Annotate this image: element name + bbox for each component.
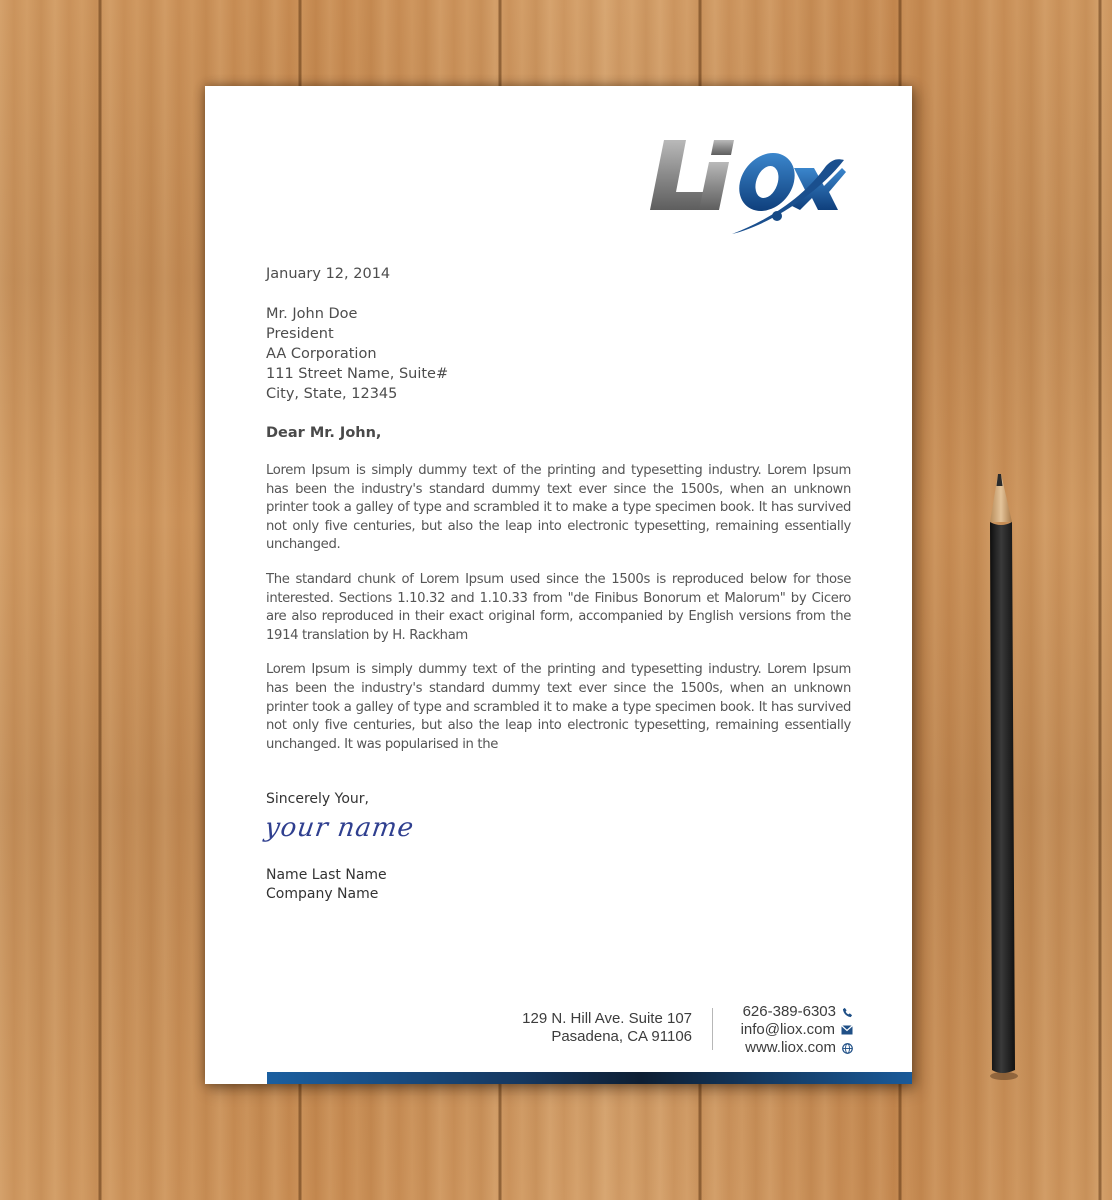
footer-address [495,1010,692,1046]
recipient-name: Mr. John Doe [266,306,358,322]
footer-accent-bar [267,1072,912,1084]
letter-date: January 12, 2014 [266,266,391,282]
footer-email-row [715,1021,853,1039]
signer-name: Name Last Name [266,867,387,883]
liox-logo [646,130,846,238]
closing-line: Sincerely Your, [266,791,369,807]
letter-body [266,264,851,754]
logo-orbit-dot [772,211,782,221]
logo-letter-i [699,140,734,210]
footer-address-line2: Pasadena, CA 91106 [551,1028,692,1045]
recipient-city: City, State, 12345 [266,386,398,402]
logo-letter-x [792,168,846,210]
email-icon [841,1025,853,1035]
footer-email: info@liox.com [740,1021,835,1038]
body-paragraph-3: Lorem Ipsum is simply dummy text of the printing and typesetting industry. Lorem Ipsum has been the industry's standard dummy text ever since the 1500s, when an unknown printer took a galley of type and scrambled it to make a type specimen book. It has survived not only five centuries, but also the leap into electronic typesetting, remaining essentially unchanged. It was popularised in the [266,662,851,752]
phone-icon [842,1007,853,1018]
footer-phone: 626-389-6303 [742,1003,836,1020]
recipient-company: AA Corporation [266,346,377,362]
handwritten-signature: your name [262,813,417,843]
signer-company: Company Name [266,886,379,902]
recipient-title: President [266,326,334,342]
recipient-address [266,304,851,404]
footer-divider [712,1008,713,1050]
footer-address-line1: 129 N. Hill Ave. Suite 107 [522,1010,692,1027]
logo-letter-l [650,140,706,210]
footer-phone-row [715,1003,853,1021]
footer-contact [715,1003,853,1057]
recipient-street: 111 Street Name, Suite# [266,366,449,382]
globe-icon [842,1043,853,1054]
footer-website-row [715,1039,853,1057]
logo-letter-o [734,153,800,211]
letterhead-page [205,86,912,1084]
signer-block [266,866,387,904]
pencil-icon [982,470,1022,1080]
body-paragraph-2: The standard chunk of Lorem Ipsum used since the 1500s is reproduced below for those interested. Sections 1.10.32 and 1.10.33 from "de Finibus Bonorum et Malorum" by Cicero are also reproduced in their exact original form, accompanied by English versions from the 1914 translation by H. Rackham [266,571,851,643]
footer-website: www.liox.com [745,1039,836,1056]
salutation: Dear Mr. John, [266,425,382,441]
body-paragraph-1: Lorem Ipsum is simply dummy text of the printing and typesetting industry. Lorem Ipsum has been the industry's standard dummy text ever since the 1500s, when an unknown printer took a galley of type and scrambled it to make a type specimen book. It has survived not only five centuries, but also the leap into electronic typesetting, remaining essentially unchanged. [266,463,851,553]
